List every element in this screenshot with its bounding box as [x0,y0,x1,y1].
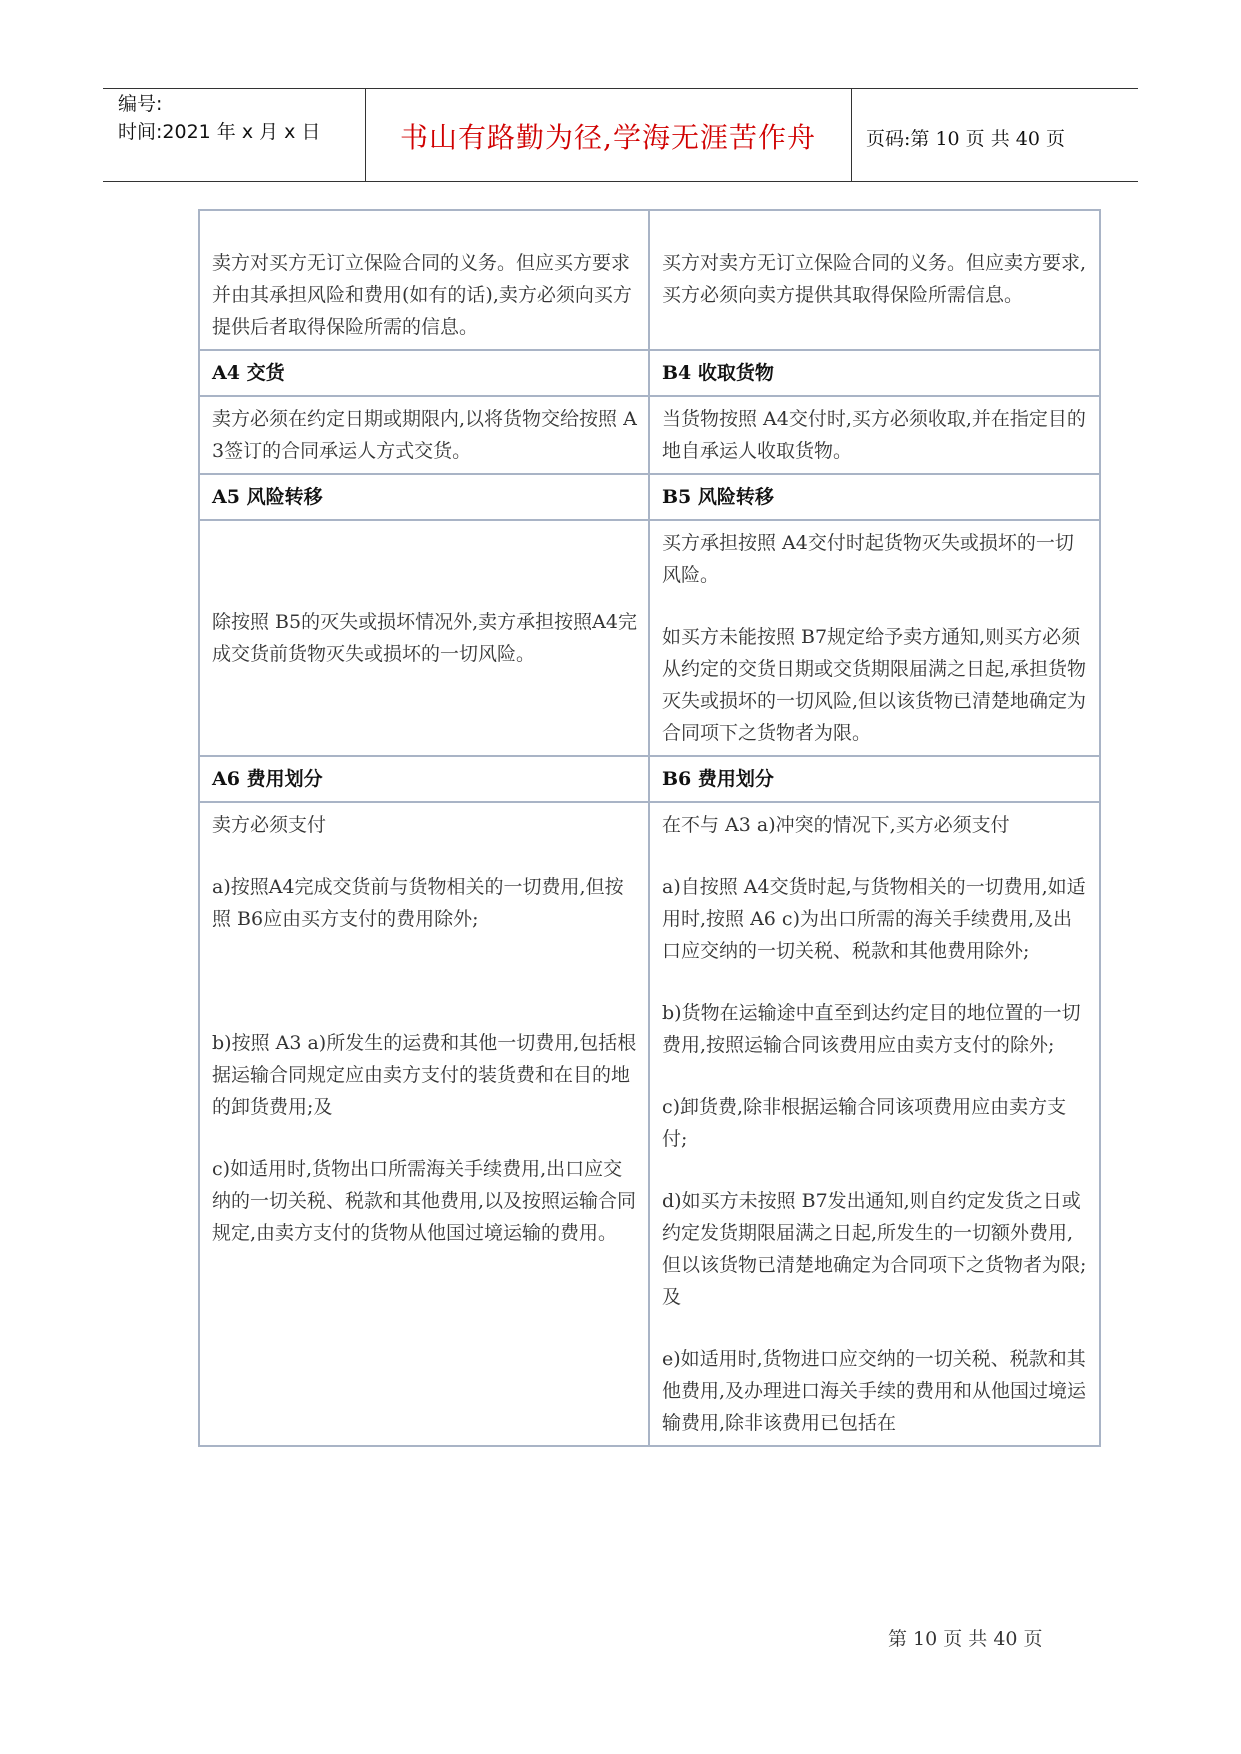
a6-heading: A6 费用划分 [199,756,649,802]
a5-cell [199,520,649,756]
b6-heading: B6 费用划分 [649,756,1100,802]
b5-heading: B5 风险转移 [649,474,1100,520]
b6-item-e: e)如适用时,货物进口应交纳的一切关税、税款和其他费用,及办理进口海关手续的费用和从他国过境运输费用,除非该费用已包括在 [662,1348,1087,1434]
b6-item-b: b)货物在运输途中直至到达约定目的地位置的一切费用,按照运输合同该费用应由卖方支付的除外; [662,1002,1081,1056]
a6-cell [199,802,649,1446]
a4-heading: A4 交货 [199,350,649,396]
page-footer: 第 10 页 共 40 页 [888,1628,1043,1650]
table-row [199,396,1100,474]
a6-intro: 卖方必须支付 [212,814,327,836]
b4-heading: B4 收取货物 [649,350,1100,396]
clauses-table [198,209,1101,1447]
b6-item-c: c)卸货费,除非根据运输合同该项费用应由卖方支付; [662,1096,1067,1150]
a5-text: 除按照 B5的灭失或损坏情况外,卖方承担按照A4完成交货前货物灭失或损坏的一切风险。 [212,611,637,665]
b5-cell [649,520,1100,756]
header-page-number: 页码:第 10 页 共 40 页 [866,128,1065,150]
a3-insurance-cell [199,210,649,350]
a6-item-a: a)按照A4完成交货前与货物相关的一切费用,但按照 B6应由买方支付的费用除外; [212,876,624,930]
b4-text: 当货物按照 A4交付时,买方必须收取,并在指定目的地自承运人收取货物。 [649,396,1100,474]
table-row [199,520,1100,756]
b3-insurance-text: 买方对卖方无订立保险合同的义务。但应卖方要求,买方必须向卖方提供其取得保险所需信息。 [662,252,1087,306]
header-motto: 书山有路勤为径,学海无涯苦作舟 [400,121,816,154]
table-row [199,350,1100,396]
document-number-label: 编号: [118,93,163,115]
header-meta [118,90,320,146]
document-date-label: 时间:2021 年 x 月 x 日 [118,121,321,143]
b3-insurance-cell [649,210,1100,350]
table-row [199,802,1100,1446]
header-top-rule [103,88,1138,89]
table-row [199,756,1100,802]
b6-intro: 在不与 A3 a)冲突的情况下,买方必须支付 [662,814,1010,836]
a6-item-c: c)如适用时,货物出口所需海关手续费用,出口应交纳的一切关税、税款和其他费用,以及按照运输合同规定,由卖方支付的货物从他国过境运输的费用。 [212,1158,637,1244]
b6-item-d: d)如买方未按照 B7发出通知,则自约定发货之日或约定发货期限届满之日起,所发生的一切额外费用,但以该货物已清楚地确定为合同项下之货物者为限;及 [662,1190,1087,1308]
a6-item-b: b)按照 A3 a)所发生的运费和其他一切费用,包括根据运输合同规定应由卖方支付的装货费和在目的地的卸货费用;及 [212,1032,637,1118]
header-divider-right [851,88,852,181]
b6-item-a: a)自按照 A4交货时起,与货物相关的一切费用,如适用时,按照 A6 c)为出口所需的海关手续费用,及出口应交纳的一切关税、税款和其他费用除外; [662,876,1086,962]
table-row [199,210,1100,350]
a5-heading: A5 风险转移 [199,474,649,520]
table-row [199,474,1100,520]
header-bottom-rule [103,181,1138,182]
b5-text-1: 买方承担按照 A4交付时起货物灭失或损坏的一切风险。 [662,532,1074,586]
b5-text-2: 如买方未能按照 B7规定给予卖方通知,则买方必须从约定的交货日期或交货期限届满之日起,承担货物灭失或损坏的一切风险,但以该货物已清楚地确定为合同项下之货物者为限。 [662,626,1087,744]
a3-insurance-text: 卖方对买方无订立保险合同的义务。但应买方要求并由其承担风险和费用(如有的话),卖方必须向买方提供后者取得保险所需的信息。 [212,252,632,338]
b6-cell [649,802,1100,1446]
a4-text: 卖方必须在约定日期或期限内,以将货物交给按照 A3签订的合同承运人方式交货。 [199,396,649,474]
